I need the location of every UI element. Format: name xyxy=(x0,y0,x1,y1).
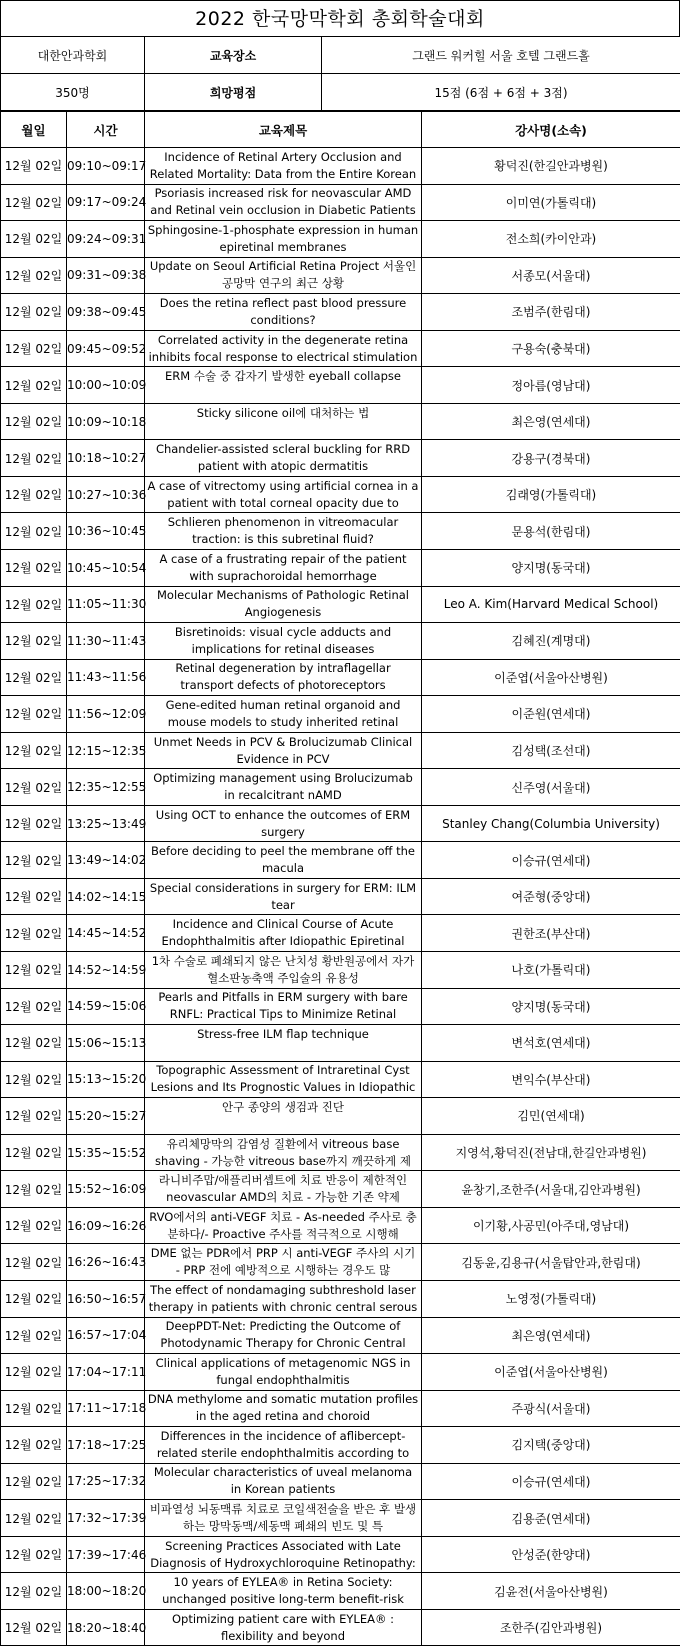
session-topic: Clinical applications of metagenomic NGS in fungal endophthalmitis xyxy=(155,1355,411,1387)
schedule-table xyxy=(0,111,680,1646)
session-topic: DeepPDT-Net: Predicting the Outcome of Photodynamic Therapy for Chronic Central xyxy=(160,1319,406,1351)
session-time: 18:20~18:40 xyxy=(67,1609,145,1646)
session-topic-cell xyxy=(145,1463,422,1500)
session-topic-cell xyxy=(145,221,422,258)
session-date: 12월 02일 xyxy=(1,184,67,221)
table-row xyxy=(1,440,680,477)
session-topic-cell xyxy=(145,1354,422,1391)
session-topic-cell xyxy=(145,294,422,331)
session-topic-cell xyxy=(145,1207,422,1244)
table-row xyxy=(1,148,680,185)
session-speaker: 나호(가톨릭대) xyxy=(422,952,680,989)
session-topic: 안구 종양의 생검과 진단 xyxy=(221,1099,345,1114)
table-row xyxy=(1,221,680,258)
session-topic: Differences in the incidence of aflibercept-related sterile endophthalmitis according to xyxy=(156,1428,410,1460)
table-row xyxy=(1,513,680,550)
table-row xyxy=(1,550,680,587)
session-date: 12월 02일 xyxy=(1,476,67,513)
points-value: 15점 (6점 + 6점 + 3점) xyxy=(322,74,680,111)
venue-label: 교육장소 xyxy=(145,37,322,74)
session-topic-cell xyxy=(145,1061,422,1098)
session-speaker: 신주영(서울대) xyxy=(422,769,680,806)
session-date: 12월 02일 xyxy=(1,1207,67,1244)
session-topic-cell xyxy=(145,476,422,513)
table-row xyxy=(1,1536,680,1573)
session-time: 15:20~15:27 xyxy=(67,1098,145,1135)
session-topic-cell xyxy=(145,1244,422,1281)
session-topic: Optimizing patient care with EYLEA® : flexibility and beyond xyxy=(172,1611,394,1643)
session-topic-cell xyxy=(145,659,422,696)
table-row xyxy=(1,1207,680,1244)
session-speaker: 구용숙(충북대) xyxy=(422,330,680,367)
session-speaker: 윤창기,조한주(서울대,김안과병원) xyxy=(422,1171,680,1208)
table-row xyxy=(1,952,680,989)
table-row xyxy=(1,769,680,806)
session-topic-cell xyxy=(145,367,422,404)
session-speaker: 정아름(영남대) xyxy=(422,367,680,404)
table-row xyxy=(1,257,680,294)
session-topic-cell xyxy=(145,1280,422,1317)
session-topic-cell xyxy=(145,184,422,221)
session-date: 12월 02일 xyxy=(1,1536,67,1573)
session-speaker: 강용구(경북대) xyxy=(422,440,680,477)
session-time: 14:45~14:52 xyxy=(67,915,145,952)
column-header-topic: 교육제목 xyxy=(145,112,422,148)
session-topic: DME 없는 PDR에서 PRP 시 anti-VEGF 주사의 시기 - PRP 전에 예방적으로 시행하는 경우도 많 xyxy=(150,1246,416,1278)
session-topic: Incidence and Clinical Course of Acute Endophthalmitis after Idiopathic Epiretinal xyxy=(161,917,405,949)
session-speaker: 이미연(가톨릭대) xyxy=(422,184,680,221)
table-row xyxy=(1,842,680,879)
column-header-date: 월일 xyxy=(1,112,67,148)
table-row xyxy=(1,1280,680,1317)
session-date: 12월 02일 xyxy=(1,1025,67,1062)
session-time: 11:56~12:09 xyxy=(67,696,145,733)
session-speaker: 이준엽(서울아산병원) xyxy=(422,659,680,696)
session-topic: Sticky silicone oil에 대처하는 법 xyxy=(196,405,370,420)
session-speaker: 변익수(부산대) xyxy=(422,1061,680,1098)
session-time: 10:09~10:18 xyxy=(67,403,145,440)
session-date: 12월 02일 xyxy=(1,586,67,623)
session-time: 12:35~12:55 xyxy=(67,769,145,806)
session-topic-cell xyxy=(145,1427,422,1464)
session-topic-cell xyxy=(145,1609,422,1646)
session-topic: Psoriasis increased risk for neovascular AMD and Retinal vein occlusion in Diabetic Patients xyxy=(150,186,416,218)
session-topic-cell xyxy=(145,1573,422,1610)
session-speaker: 김민(연세대) xyxy=(422,1098,680,1135)
session-date: 12월 02일 xyxy=(1,805,67,842)
session-topic: A case of a frustrating repair of the patient with suprachoroidal hemorrhage xyxy=(159,551,407,583)
session-date: 12월 02일 xyxy=(1,513,67,550)
session-speaker: 김래영(가톨릭대) xyxy=(422,476,680,513)
session-topic: Gene-edited human retinal organoid and mouse models to study inherited retinal xyxy=(165,697,401,729)
session-topic-cell xyxy=(145,988,422,1025)
session-topic-cell xyxy=(145,1317,422,1354)
session-topic-cell xyxy=(145,1098,422,1135)
session-time: 09:38~09:45 xyxy=(67,294,145,331)
session-date: 12월 02일 xyxy=(1,148,67,185)
table-row xyxy=(1,878,680,915)
schedule-header-row xyxy=(1,112,680,148)
session-topic: 1차 수술로 폐쇄되지 않은 난치성 황반원공에서 자가혈소판농축액 주입술의 유용성 xyxy=(151,953,415,985)
session-date: 12월 02일 xyxy=(1,367,67,404)
session-time: 10:27~10:36 xyxy=(67,476,145,513)
session-speaker: 지영석,황덕진(전남대,한길안과병원) xyxy=(422,1134,680,1171)
session-time: 09:31~09:38 xyxy=(67,257,145,294)
session-topic: Molecular characteristics of uveal melanoma in Korean patients xyxy=(153,1465,413,1497)
session-date: 12월 02일 xyxy=(1,1317,67,1354)
session-date: 12월 02일 xyxy=(1,1244,67,1281)
session-time: 13:49~14:02 xyxy=(67,842,145,879)
session-topic-cell xyxy=(145,1134,422,1171)
session-topic-cell xyxy=(145,1500,422,1537)
session-time: 12:15~12:35 xyxy=(67,732,145,769)
session-topic-cell xyxy=(145,1390,422,1427)
session-topic: Incidence of Retinal Artery Occlusion and Related Mortality: Data from the Entire Korean xyxy=(149,149,417,181)
session-topic-cell xyxy=(145,257,422,294)
points-label: 희망평점 xyxy=(145,74,322,111)
session-speaker: 여준형(중앙대) xyxy=(422,878,680,915)
session-speaker: 김동윤,김용규(서울탑안과,한림대) xyxy=(422,1244,680,1281)
session-date: 12월 02일 xyxy=(1,1280,67,1317)
table-row xyxy=(1,1500,680,1537)
session-time: 14:52~14:59 xyxy=(67,952,145,989)
session-date: 12월 02일 xyxy=(1,1061,67,1098)
session-date: 12월 02일 xyxy=(1,659,67,696)
table-row xyxy=(1,1354,680,1391)
session-speaker: 조범주(한림대) xyxy=(422,294,680,331)
session-speaker: 최은영(연세대) xyxy=(422,1317,680,1354)
session-speaker: 주광식(서울대) xyxy=(422,1390,680,1427)
session-speaker: 이준원(연세대) xyxy=(422,696,680,733)
table-row xyxy=(1,805,680,842)
table-row xyxy=(1,586,680,623)
session-speaker: 안성준(한양대) xyxy=(422,1536,680,1573)
table-row xyxy=(1,184,680,221)
table-row xyxy=(1,696,680,733)
session-speaker: 서종모(서울대) xyxy=(422,257,680,294)
session-date: 12월 02일 xyxy=(1,257,67,294)
table-row xyxy=(1,1609,680,1646)
session-date: 12월 02일 xyxy=(1,294,67,331)
session-speaker: 문용석(한림대) xyxy=(422,513,680,550)
session-date: 12월 02일 xyxy=(1,1134,67,1171)
table-row xyxy=(1,1317,680,1354)
table-row xyxy=(1,1134,680,1171)
session-speaker: 권한조(부산대) xyxy=(422,915,680,952)
session-topic-cell xyxy=(145,1025,422,1062)
session-topic: 비파열성 뇌동맥류 치료로 코일색전술을 받은 후 발생하는 망막동맥/세동맥 폐쇄의 빈도 및 특 xyxy=(149,1502,417,1533)
session-date: 12월 02일 xyxy=(1,330,67,367)
info-row-points xyxy=(1,74,680,111)
session-topic-cell xyxy=(145,842,422,879)
session-topic: ERM 수술 중 갑자기 발생한 eyeball collapse xyxy=(165,369,401,384)
session-speaker: Leo A. Kim(Harvard Medical School) xyxy=(422,586,680,623)
session-date: 12월 02일 xyxy=(1,221,67,258)
session-topic-cell xyxy=(145,148,422,185)
session-time: 09:10~09:17 xyxy=(67,148,145,185)
session-date: 12월 02일 xyxy=(1,1171,67,1208)
attendees-value: 350명 xyxy=(1,74,145,111)
session-topic: RVO에서의 anti-VEGF 치료 - As-needed 주사로 충분하다/- Proactive 주사를 적극적으로 시행해 xyxy=(149,1209,417,1241)
session-topic-cell xyxy=(145,732,422,769)
session-topic: Update on Seoul Artificial Retina Project 서울인공망막 연구의 최근 상황 xyxy=(149,259,417,291)
session-time: 10:45~10:54 xyxy=(67,550,145,587)
session-date: 12월 02일 xyxy=(1,769,67,806)
session-speaker: 양지명(동국대) xyxy=(422,988,680,1025)
session-topic-cell xyxy=(145,550,422,587)
session-speaker: 변석호(연세대) xyxy=(422,1025,680,1062)
session-topic: Using OCT to enhance the outcomes of ERM surgery xyxy=(155,807,411,839)
session-topic: The effect of nondamaging subthreshold laser therapy in patients with chronic central serous xyxy=(148,1282,418,1314)
session-topic: Optimizing management using Brolucizumab in recalcitrant nAMD xyxy=(153,771,413,803)
session-speaker: 양지명(동국대) xyxy=(422,550,680,587)
session-topic: Schlieren phenomenon in vitreomacular traction: is this subretinal fluid? xyxy=(167,515,399,547)
session-time: 16:09~16:26 xyxy=(67,1207,145,1244)
session-date: 12월 02일 xyxy=(1,1427,67,1464)
table-row xyxy=(1,1025,680,1062)
session-topic-cell xyxy=(145,878,422,915)
column-header-time: 시간 xyxy=(67,112,145,148)
session-time: 17:25~17:32 xyxy=(67,1463,145,1500)
session-topic-cell xyxy=(145,513,422,550)
table-row xyxy=(1,330,680,367)
table-row xyxy=(1,623,680,660)
session-topic-cell xyxy=(145,952,422,989)
table-row xyxy=(1,1098,680,1135)
session-topic-cell xyxy=(145,696,422,733)
session-date: 12월 02일 xyxy=(1,842,67,879)
session-time: 15:13~15:20 xyxy=(67,1061,145,1098)
session-speaker: 김혜진(계명대) xyxy=(422,623,680,660)
session-speaker: 김지택(중앙대) xyxy=(422,1427,680,1464)
session-time: 13:25~13:49 xyxy=(67,805,145,842)
session-time: 11:30~11:43 xyxy=(67,623,145,660)
session-time: 09:24~09:31 xyxy=(67,221,145,258)
table-row xyxy=(1,1463,680,1500)
session-time: 15:35~15:52 xyxy=(67,1134,145,1171)
table-row xyxy=(1,732,680,769)
session-time: 14:59~15:06 xyxy=(67,988,145,1025)
session-time: 09:17~09:24 xyxy=(67,184,145,221)
session-topic: Sphingosine-1-phosphate expression in human epiretinal membranes xyxy=(147,222,419,254)
session-speaker: 노영정(가톨릭대) xyxy=(422,1280,680,1317)
session-topic-cell xyxy=(145,586,422,623)
table-row xyxy=(1,294,680,331)
session-topic-cell xyxy=(145,805,422,842)
table-row xyxy=(1,1061,680,1098)
table-row xyxy=(1,1427,680,1464)
session-time: 16:57~17:04 xyxy=(67,1317,145,1354)
session-time: 17:39~17:46 xyxy=(67,1536,145,1573)
session-speaker: 황덕진(한길안과병원) xyxy=(422,148,680,185)
organizer-value: 대한안과학회 xyxy=(1,37,145,74)
session-speaker: 조한주(김안과병원) xyxy=(422,1609,680,1646)
session-topic-cell xyxy=(145,623,422,660)
session-topic: Unmet Needs in PCV & Brolucizumab Clinical Evidence in PCV xyxy=(153,734,413,766)
info-row-venue xyxy=(1,37,680,74)
session-topic: Correlated activity in the degenerate retina inhibits focal response to electrical stimulation xyxy=(148,332,418,364)
session-topic: Retinal degeneration by intraflagellar transport defects of photoreceptors xyxy=(175,661,391,693)
session-speaker: Stanley Chang(Columbia University) xyxy=(422,805,680,842)
table-row xyxy=(1,1390,680,1427)
session-topic: Bisretinoids: visual cycle adducts and implications for retinal diseases xyxy=(174,624,392,656)
session-topic-cell xyxy=(145,1536,422,1573)
session-date: 12월 02일 xyxy=(1,440,67,477)
session-time: 10:18~10:27 xyxy=(67,440,145,477)
session-time: 17:32~17:39 xyxy=(67,1500,145,1537)
session-time: 11:05~11:30 xyxy=(67,586,145,623)
session-speaker: 이기황,사공민(아주대,영남대) xyxy=(422,1207,680,1244)
table-row xyxy=(1,403,680,440)
session-time: 16:26~16:43 xyxy=(67,1244,145,1281)
session-date: 12월 02일 xyxy=(1,1573,67,1610)
document-title: 2022 한국망막학회 총회학술대회 xyxy=(0,0,680,36)
table-row xyxy=(1,1244,680,1281)
session-speaker: 전소희(카이안과) xyxy=(422,221,680,258)
session-topic: 10 years of EYLEA® in Retina Society: unchanged positive long-term benefit-risk xyxy=(162,1575,404,1607)
session-topic: Pearls and Pitfalls in ERM surgery with bare RNFL: Practical Tips to Minimize Retinal xyxy=(158,990,408,1022)
session-time: 11:43~11:56 xyxy=(67,659,145,696)
session-date: 12월 02일 xyxy=(1,1354,67,1391)
table-row xyxy=(1,988,680,1025)
session-speaker: 김윤전(서울아산병원) xyxy=(422,1573,680,1610)
session-time: 16:50~16:57 xyxy=(67,1280,145,1317)
info-table xyxy=(0,36,680,111)
session-time: 17:11~17:18 xyxy=(67,1390,145,1427)
table-row xyxy=(1,476,680,513)
session-date: 12월 02일 xyxy=(1,1463,67,1500)
session-topic-cell xyxy=(145,440,422,477)
session-speaker: 이승규(연세대) xyxy=(422,842,680,879)
session-topic: Topographic Assessment of Intraretinal Cyst Lesions and Its Prognostic Values in Idiopathic xyxy=(150,1063,416,1095)
session-time: 15:06~15:13 xyxy=(67,1025,145,1062)
session-date: 12월 02일 xyxy=(1,732,67,769)
session-date: 12월 02일 xyxy=(1,878,67,915)
session-topic: 라니비주맙/애플리버셉트에 치료 반응이 제한적인 neovascular AMD의 치료 - 가능한 기존 약제 xyxy=(158,1173,408,1205)
session-date: 12월 02일 xyxy=(1,623,67,660)
session-topic: Chandelier-assisted scleral buckling for RRD patient with atopic dermatitis xyxy=(155,442,411,474)
session-topic-cell xyxy=(145,769,422,806)
table-row xyxy=(1,915,680,952)
table-row xyxy=(1,659,680,696)
session-speaker: 이승규(연세대) xyxy=(422,1463,680,1500)
column-header-speaker: 강사명(소속) xyxy=(422,112,680,148)
session-time: 17:04~17:11 xyxy=(67,1354,145,1391)
table-row xyxy=(1,1171,680,1208)
session-topic: Screening Practices Associated with Late Diagnosis of Hydroxychloroquine Retinopathy: xyxy=(150,1538,416,1570)
session-speaker: 최은영(연세대) xyxy=(422,403,680,440)
session-date: 12월 02일 xyxy=(1,1500,67,1537)
session-time: 18:00~18:20 xyxy=(67,1573,145,1610)
session-speaker: 김성택(조선대) xyxy=(422,732,680,769)
session-speaker: 이준엽(서울아산병원) xyxy=(422,1354,680,1391)
session-time: 14:02~14:15 xyxy=(67,878,145,915)
session-topic: A case of vitrectomy using artificial cornea in a patient with total corneal opacity due to xyxy=(147,478,419,510)
session-topic-cell xyxy=(145,330,422,367)
session-date: 12월 02일 xyxy=(1,952,67,989)
session-date: 12월 02일 xyxy=(1,915,67,952)
session-date: 12월 02일 xyxy=(1,1390,67,1427)
session-time: 10:36~10:45 xyxy=(67,513,145,550)
session-topic: 유리체망막의 감염성 질환에서 vitreous base shaving - 가능한 vitreous base까지 깨끗하게 제 xyxy=(155,1136,411,1168)
session-topic: Does the retina reflect past blood pressure conditions? xyxy=(159,295,407,327)
session-date: 12월 02일 xyxy=(1,696,67,733)
session-topic-cell xyxy=(145,403,422,440)
session-topic: Before deciding to peel the membrane off the macula xyxy=(151,844,415,876)
session-date: 12월 02일 xyxy=(1,1098,67,1135)
session-time: 10:00~10:09 xyxy=(67,367,145,404)
session-date: 12월 02일 xyxy=(1,1609,67,1646)
table-row xyxy=(1,367,680,404)
session-topic: DNA methylome and somatic mutation profiles in the aged retina and choroid xyxy=(147,1392,419,1424)
session-date: 12월 02일 xyxy=(1,550,67,587)
session-topic: Stress-free ILM flap technique xyxy=(197,1026,369,1041)
session-topic: Special considerations in surgery for ERM: ILM tear xyxy=(149,880,417,912)
session-topic-cell xyxy=(145,915,422,952)
table-row xyxy=(1,1573,680,1610)
session-topic-cell xyxy=(145,1171,422,1208)
session-time: 15:52~16:09 xyxy=(67,1171,145,1208)
session-date: 12월 02일 xyxy=(1,988,67,1025)
session-time: 09:45~09:52 xyxy=(67,330,145,367)
session-speaker: 김용준(연세대) xyxy=(422,1500,680,1537)
session-topic: Molecular Mechanisms of Pathologic Retinal Angiogenesis xyxy=(157,588,409,620)
schedule-body xyxy=(1,148,680,1646)
session-date: 12월 02일 xyxy=(1,403,67,440)
session-time: 17:18~17:25 xyxy=(67,1427,145,1464)
venue-value: 그랜드 워커힐 서울 호텔 그랜드홀 xyxy=(322,37,680,74)
